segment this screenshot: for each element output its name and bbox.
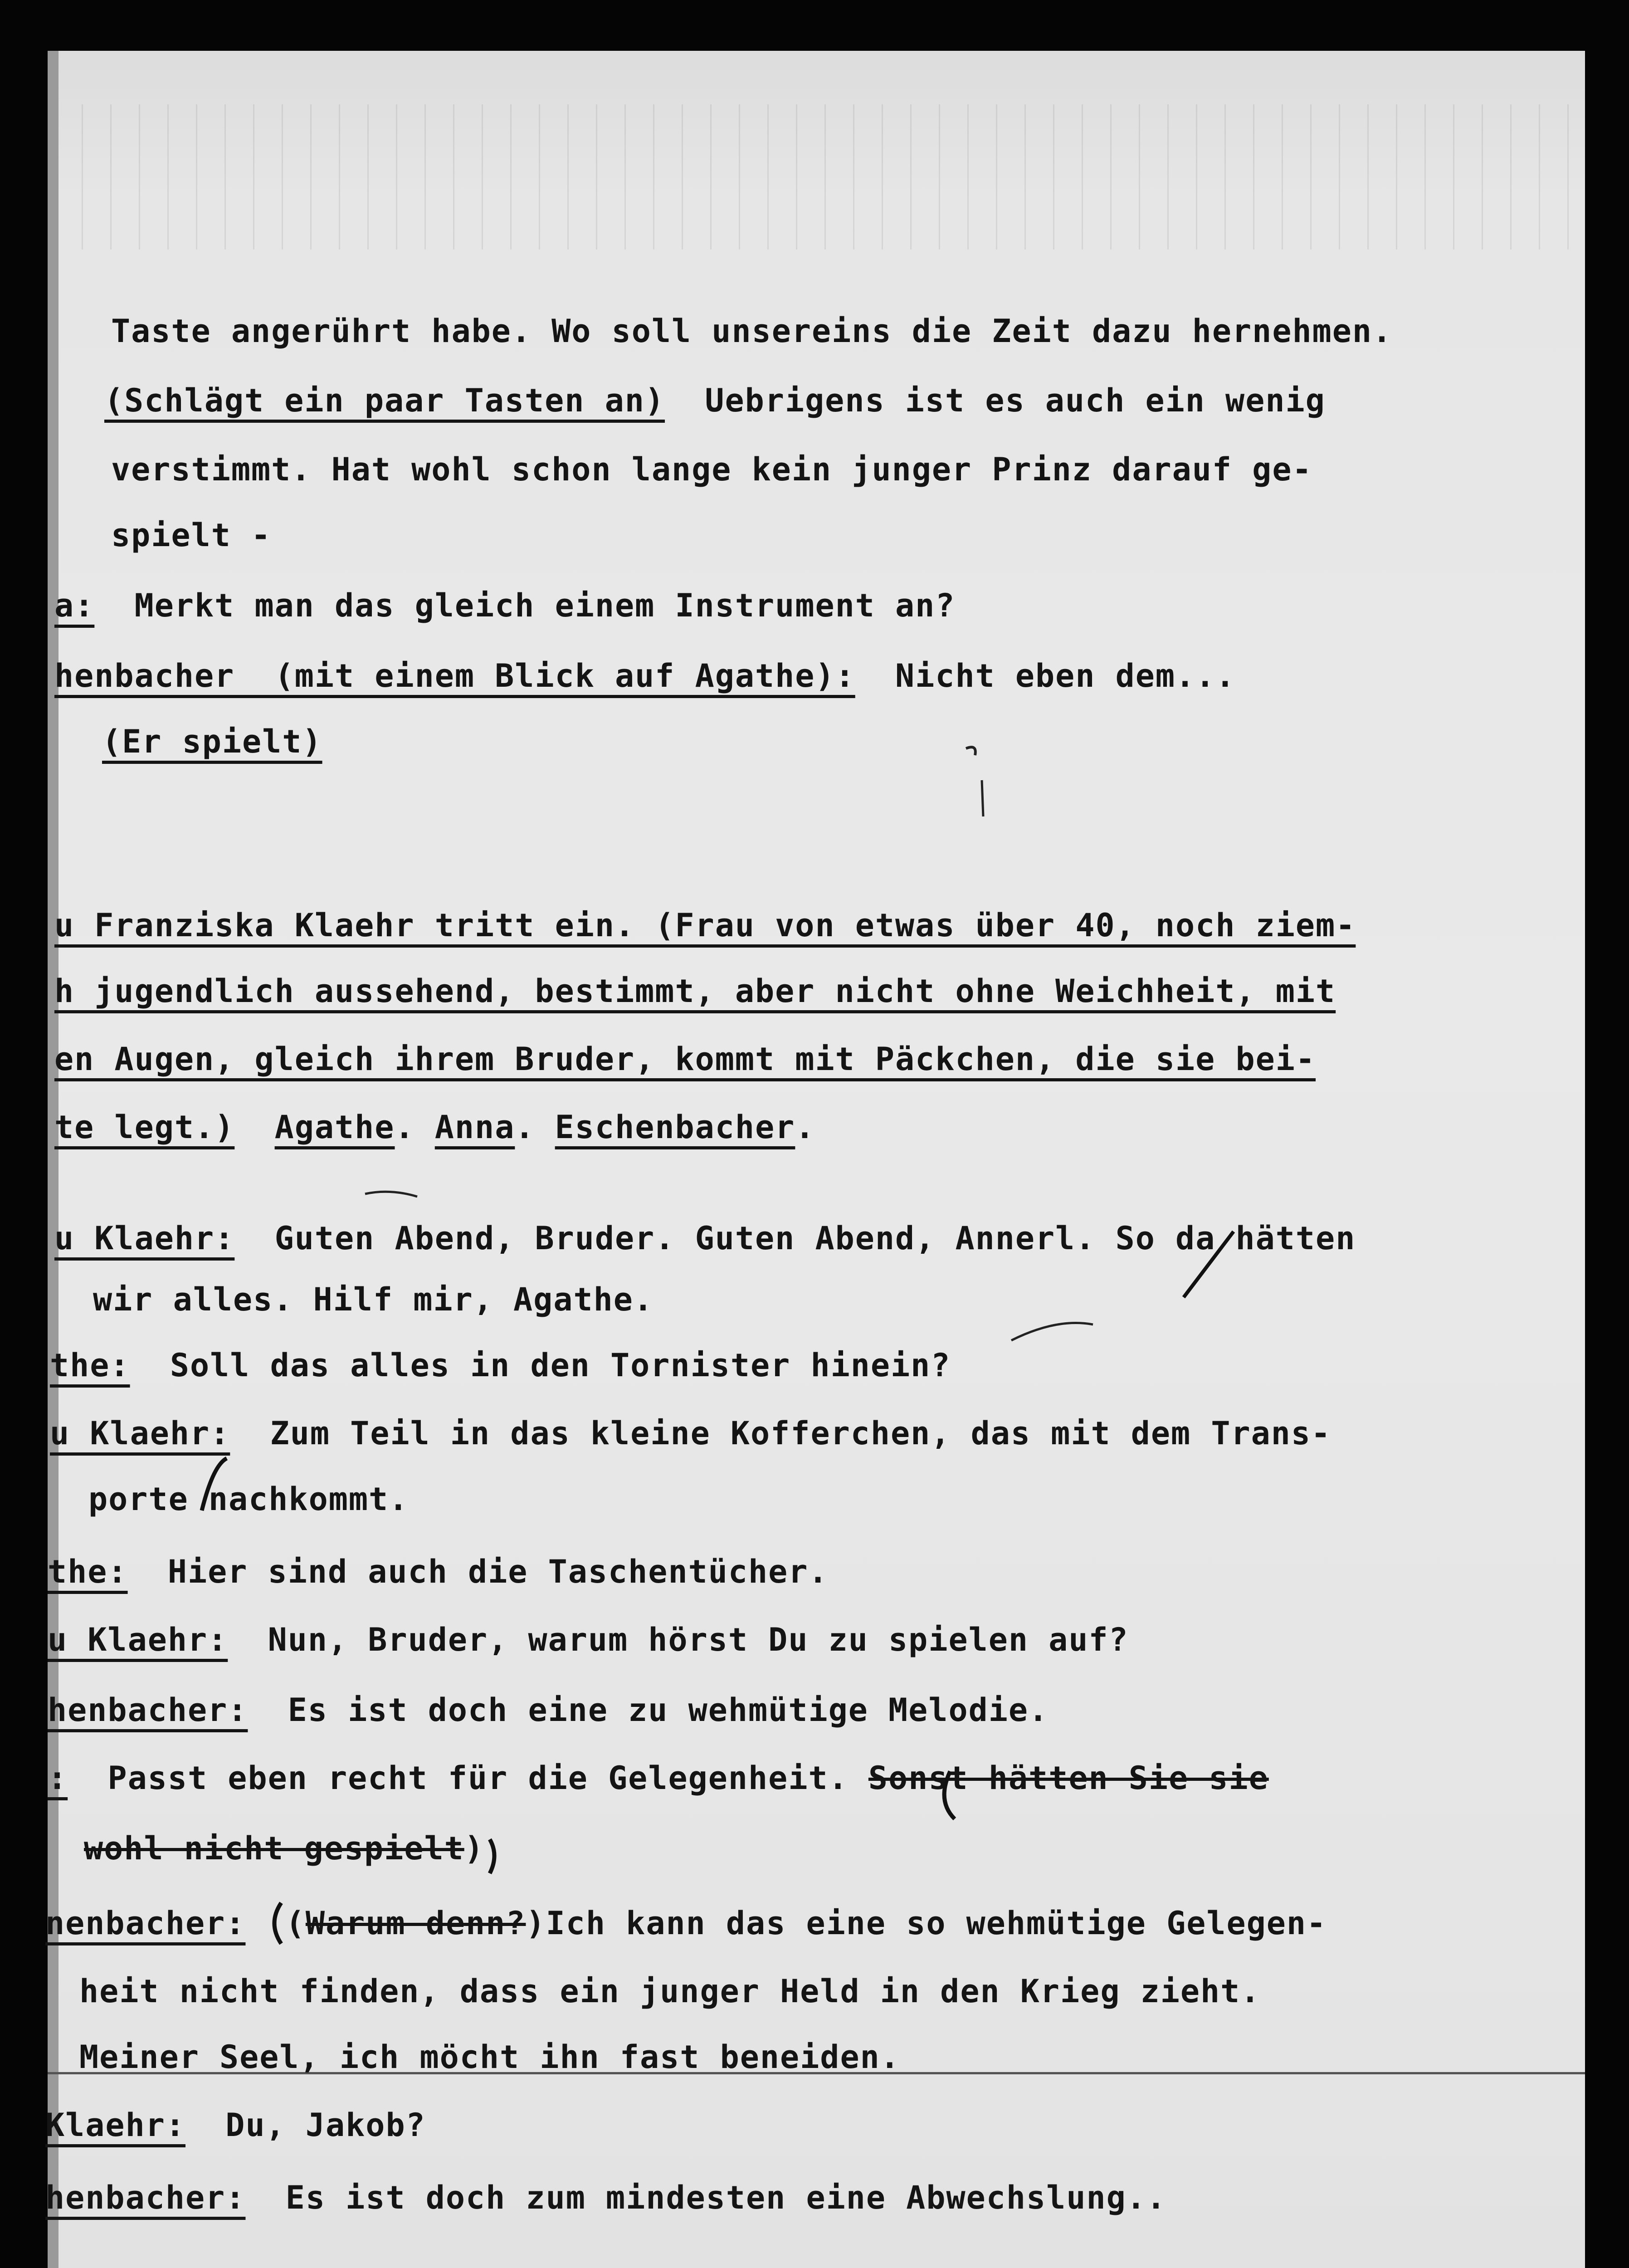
text-line: porte nachkommt. bbox=[88, 1481, 409, 1518]
character-name: Anna bbox=[434, 1109, 515, 1146]
text-line: wohl nicht gespielt) bbox=[84, 1830, 484, 1867]
speaker-name: u Klaehr: bbox=[48, 1621, 228, 1658]
text-line: te legt.) Agathe. Anna. Eschenbacher. bbox=[54, 1109, 815, 1146]
stage-direction: u Franziska Klaehr tritt ein. (Frau von etwas über 40, noch ziem- bbox=[54, 907, 1356, 944]
dialogue-line: henbacher: Es ist doch eine zu wehmütige Melodie. bbox=[48, 1691, 1049, 1729]
text-line: Meiner Seel, ich möcht ihn fast beneiden. bbox=[79, 2038, 900, 2076]
text-line: heit nicht finden, dass ein junger Held in den Krieg zieht. bbox=[79, 1973, 1261, 2010]
stage-direction: (Schlägt ein paar Tasten an) bbox=[104, 382, 665, 419]
dialogue-line: the: Hier sind auch die Taschentücher. bbox=[48, 1553, 829, 1590]
dialogue-line: the: Soll das alles in den Tornister hinein? bbox=[50, 1347, 951, 1384]
dialogue-line: Klaehr: Du, Jakob? bbox=[45, 2107, 426, 2144]
stage-direction: en Augen, gleich ihrem Bruder, kommt mit Päckchen, die sie bei- bbox=[54, 1041, 1316, 1078]
pen-mark bbox=[944, 1771, 955, 1819]
stage-direction: te legt.) bbox=[54, 1109, 235, 1146]
struck-text: Sonst hätten Sie sie bbox=[868, 1760, 1269, 1797]
pen-mark bbox=[982, 780, 983, 816]
text-line: wir alles. Hilf mir, Agathe. bbox=[93, 1281, 654, 1318]
dialogue-line: nenbacher: (Warum denn?)Ich kann das eine so wehmütige Gelegen- bbox=[45, 1905, 1327, 1942]
pen-mark bbox=[966, 747, 975, 755]
dialogue-line: : Passt eben recht für die Gelegenheit. Sonst hätten Sie sie bbox=[48, 1760, 1269, 1797]
speaker-name: : bbox=[48, 1760, 68, 1797]
text-line: spielt - bbox=[111, 517, 272, 554]
stage-direction: h jugendlich aussehend, bestimmt, aber nicht ohne Weichheit, mit bbox=[54, 973, 1336, 1010]
pen-mark bbox=[1184, 1232, 1234, 1297]
text-line: verstimmt. Hat wohl schon lange kein junger Prinz darauf ge- bbox=[111, 451, 1312, 488]
dialogue-line: u Klaehr: Zum Teil in das kleine Kofferchen, das mit dem Trans- bbox=[50, 1415, 1331, 1452]
pen-mark bbox=[1011, 1323, 1093, 1340]
dialogue-line: u Klaehr: Guten Abend, Bruder. Guten Abend, Annerl. So da hätten bbox=[54, 1220, 1356, 1257]
pen-mark bbox=[202, 1458, 227, 1510]
struck-text: wohl nicht gespielt bbox=[84, 1830, 464, 1867]
speaker-name: the: bbox=[48, 1553, 128, 1590]
text-line: (Schlägt ein paar Tasten an) Uebrigens ist es auch ein wenig bbox=[104, 382, 1326, 419]
dialogue-line: henbacher (mit einem Blick auf Agathe): Nicht eben dem... bbox=[54, 657, 1236, 694]
speaker-name: a: bbox=[54, 587, 95, 624]
pen-mark bbox=[490, 1839, 494, 1873]
speaker-name: henbacher: bbox=[48, 1691, 248, 1729]
character-name: Eschenbacher bbox=[555, 1109, 795, 1146]
speaker-name: the: bbox=[50, 1347, 130, 1384]
pen-mark bbox=[274, 1903, 281, 1944]
speaker-name: henbacher (mit einem Blick auf Agathe): bbox=[54, 657, 855, 694]
character-name: Agathe bbox=[274, 1109, 395, 1146]
dialogue-line: henbacher: Es ist doch zum mindesten eine Abwechslung.. bbox=[45, 2179, 1167, 2216]
stage-direction: (Er spielt) bbox=[102, 723, 322, 760]
speaker-name: Klaehr: bbox=[45, 2107, 186, 2144]
dialogue-line: a: Merkt man das gleich einem Instrument an? bbox=[54, 587, 956, 624]
speaker-name: nenbacher: bbox=[45, 1905, 246, 1942]
struck-text: Warum denn? bbox=[305, 1905, 526, 1942]
text-line: Taste angerührt habe. Wo soll unsereins die Zeit dazu hernehmen. bbox=[111, 313, 1393, 350]
dialogue-line: u Klaehr: Nun, Bruder, warum hörst Du zu spielen auf? bbox=[48, 1621, 1129, 1658]
speaker-name: u Klaehr: bbox=[54, 1220, 235, 1257]
pen-mark bbox=[365, 1192, 417, 1197]
speaker-name: u Klaehr: bbox=[50, 1415, 230, 1452]
speaker-name: henbacher: bbox=[45, 2179, 246, 2216]
